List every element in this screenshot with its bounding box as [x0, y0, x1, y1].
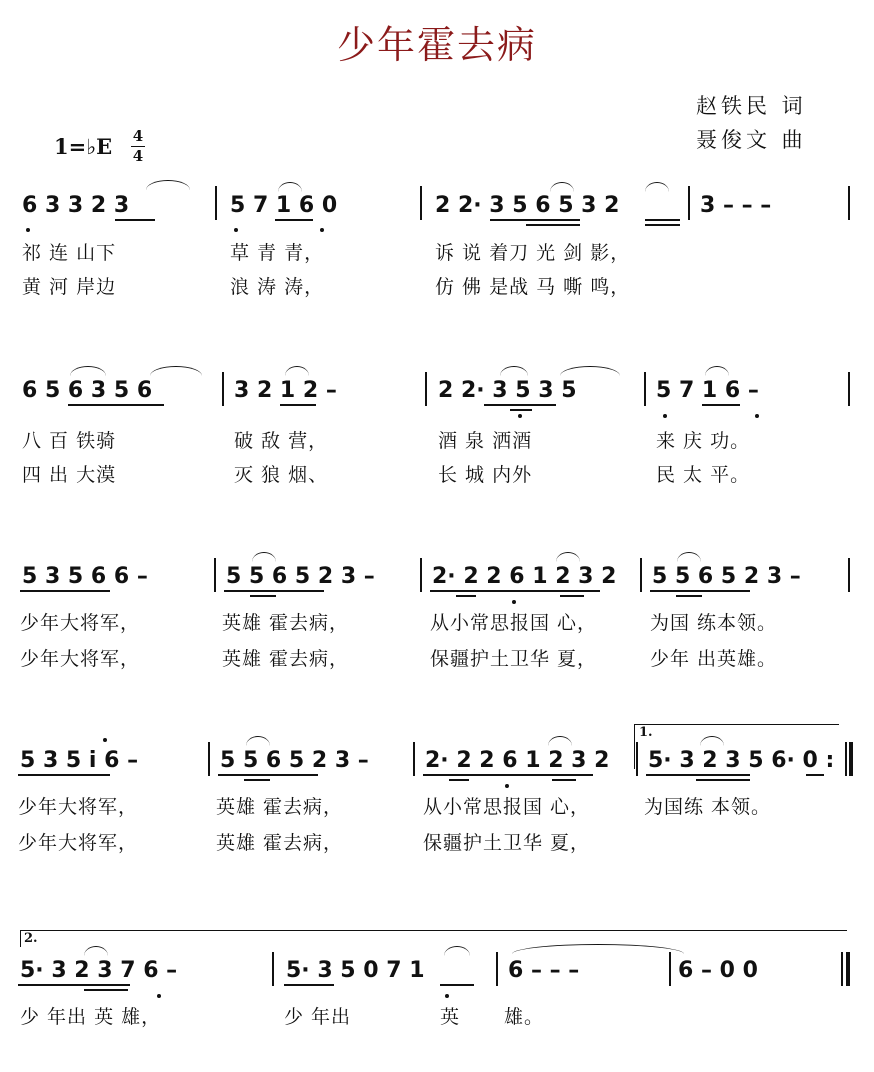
- measure-1-3: 2 2· 3 5 6 5 3 2: [435, 193, 620, 218]
- key-signature: 1=♭E: [54, 134, 113, 159]
- underline: [250, 595, 276, 597]
- underline: [484, 404, 556, 406]
- volta-number: 2.: [24, 931, 38, 946]
- measure-2-4: 5 7 1 6 –: [656, 378, 759, 403]
- lyric-3-2-3: 保疆护土卫华 夏，: [430, 648, 598, 670]
- low-dot: [518, 414, 522, 418]
- underline: [224, 590, 324, 592]
- low-dot: [512, 600, 516, 604]
- lyric-2-2-4: 民 太 平。: [656, 464, 751, 486]
- slur: [150, 366, 202, 376]
- low-dot: [234, 228, 238, 232]
- underline: [650, 590, 750, 592]
- underline: [676, 595, 702, 597]
- underline: [18, 774, 110, 776]
- underline: [218, 774, 318, 776]
- slur: [500, 366, 528, 376]
- measure-5-1: 5· 3 2 3 7 6 –: [20, 958, 178, 983]
- slur: [645, 182, 669, 192]
- slur: [444, 946, 470, 956]
- barline: [496, 952, 498, 986]
- barline: [222, 372, 224, 406]
- lyric-1-2-1: 黄 河 岸边: [22, 276, 117, 298]
- volta-bracket-2: [20, 930, 847, 947]
- measure-4-2: 5 5 6 5 2 3 –: [220, 748, 369, 773]
- lyric-1-2-2: 浪 涛 涛，: [230, 276, 325, 298]
- low-dot: [320, 228, 324, 232]
- barline: [848, 558, 850, 592]
- lyric-2-1-2: 破 敌 营，: [234, 430, 329, 452]
- underline: [696, 779, 750, 781]
- measure-5-4: 6 – 0 0: [678, 958, 758, 983]
- lyric-5-1-2: 少 年出: [284, 1006, 352, 1028]
- underline: [280, 404, 316, 406]
- barline: [636, 742, 638, 776]
- measure-4-3: 2· 2 2 6 1 2 3 2: [425, 748, 610, 773]
- underline: [115, 219, 155, 221]
- underline: [244, 779, 270, 781]
- barline: [214, 558, 216, 592]
- underline: [526, 224, 580, 226]
- lyric-4-2-2: 英雄 霍去病，: [216, 832, 344, 854]
- measure-1-4: 3 – – –: [700, 193, 772, 218]
- lyric-3-1-1: 少年大将军，: [20, 612, 141, 634]
- underline: [449, 779, 469, 781]
- time-signature-bottom: 4: [132, 147, 144, 165]
- final-barline-thin: [841, 952, 843, 986]
- measure-5-3: 6 – – –: [508, 958, 580, 983]
- barline: [420, 558, 422, 592]
- measure-4-4: 5· 3 2 3 5 6· 0 :: [648, 748, 835, 773]
- underline: [806, 774, 824, 776]
- lyric-4-2-3: 保疆护土卫华 夏，: [423, 832, 591, 854]
- slur: [246, 736, 270, 746]
- measure-2-2: 3 2 1 2 –: [234, 378, 337, 403]
- composer-credit: 聂俊文 曲: [696, 128, 807, 152]
- underline: [430, 590, 600, 592]
- slur: [705, 366, 729, 376]
- underline: [284, 984, 334, 986]
- lyric-3-1-2: 英雄 霍去病，: [222, 612, 350, 634]
- barline: [413, 742, 415, 776]
- lyric-4-1-4: 为国练 本领。: [644, 796, 772, 818]
- slur: [677, 552, 701, 562]
- barline: [215, 186, 217, 220]
- lyric-1-1-3: 诉 说 着刀 光 剑 影，: [435, 242, 631, 264]
- underline: [456, 595, 476, 597]
- measure-2-3: 2 2· 3 5 3 5: [438, 378, 577, 403]
- underline: [68, 404, 164, 406]
- slur: [252, 552, 276, 562]
- measure-4-1: 5 3 5 i 6 –: [20, 748, 139, 773]
- underline: [645, 219, 680, 221]
- measure-3-1: 5 3 5 6 6 –: [22, 564, 148, 589]
- lyricist-credit: 赵铁民 词: [696, 94, 807, 118]
- lyric-2-1-4: 来 庆 功。: [656, 430, 751, 452]
- slur: [550, 182, 574, 192]
- lyric-1-1-2: 草 青 青，: [230, 242, 325, 264]
- final-barline-thick: [849, 742, 853, 776]
- underline: [646, 774, 750, 776]
- lyric-2-1-1: 八 百 铁骑: [22, 430, 117, 452]
- lyric-1-2-3: 仿 佛 是战 马 嘶 鸣，: [435, 276, 631, 298]
- measure-3-3: 2· 2 2 6 1 2 3 2: [432, 564, 617, 589]
- lyric-2-1-3: 酒 泉 洒酒: [438, 430, 533, 452]
- underline: [275, 219, 313, 221]
- lyric-5-1-4: 雄。: [504, 1006, 545, 1028]
- underline: [18, 984, 130, 986]
- low-dot: [445, 994, 449, 998]
- measure-1-2: 5 7 1 6 0: [230, 193, 338, 218]
- underline: [560, 595, 584, 597]
- volta-number: 1.: [639, 725, 653, 740]
- slur: [548, 736, 572, 746]
- barline: [848, 186, 850, 220]
- underline: [645, 224, 680, 226]
- barline: [848, 372, 850, 406]
- slur: [278, 182, 302, 192]
- lyric-2-2-2: 灭 狼 烟、: [234, 464, 329, 486]
- measure-3-2: 5 5 6 5 2 3 –: [226, 564, 375, 589]
- underline: [702, 404, 740, 406]
- underline: [440, 984, 474, 986]
- underline: [84, 989, 128, 991]
- time-signature-top: 4: [132, 127, 144, 145]
- underline: [510, 409, 532, 411]
- barline: [208, 742, 210, 776]
- barline: [272, 952, 274, 986]
- lyric-4-1-1: 少年大将军，: [18, 796, 139, 818]
- lyric-4-1-3: 从小常思报国 心，: [423, 796, 591, 818]
- measure-3-4: 5 5 6 5 2 3 –: [652, 564, 801, 589]
- lyric-4-2-1: 少年大将军，: [18, 832, 139, 854]
- slur: [146, 180, 190, 190]
- final-barline-thin: [845, 742, 847, 776]
- lyric-3-2-2: 英雄 霍去病，: [222, 648, 350, 670]
- lyric-4-1-2: 英雄 霍去病，: [216, 796, 344, 818]
- lyric-5-1-1: 少 年出 英 雄，: [20, 1006, 162, 1028]
- underline: [490, 219, 580, 221]
- barline: [644, 372, 646, 406]
- slur: [285, 366, 309, 376]
- measure-2-1: 6 5 6 3 5 6: [22, 378, 153, 403]
- underline: [552, 779, 576, 781]
- measure-5-2: 5· 3 5 0 7 1: [286, 958, 425, 983]
- barline: [669, 952, 671, 986]
- slur: [70, 366, 106, 376]
- lyric-2-2-3: 长 城 内外: [438, 464, 533, 486]
- barline: [688, 186, 690, 220]
- high-dot: [103, 738, 107, 742]
- low-dot: [663, 414, 667, 418]
- barline: [425, 372, 427, 406]
- lyric-3-1-3: 从小常思报国 心，: [430, 612, 598, 634]
- underline: [423, 774, 593, 776]
- barline: [640, 558, 642, 592]
- lyric-1-1-1: 祁 连 山下: [22, 242, 117, 264]
- low-dot: [26, 228, 30, 232]
- lyric-3-2-1: 少年大将军，: [20, 648, 141, 670]
- low-dot: [157, 994, 161, 998]
- final-barline-thick: [846, 952, 850, 986]
- slur: [556, 552, 580, 562]
- measure-1-1: 6 3 3 2 3: [22, 193, 130, 218]
- lyric-2-2-1: 四 出 大漠: [22, 464, 117, 486]
- lyric-3-1-4: 为国 练本领。: [650, 612, 778, 634]
- lyric-3-2-4: 少年 出英雄。: [650, 648, 778, 670]
- slur: [84, 946, 108, 956]
- underline: [20, 590, 110, 592]
- barline: [420, 186, 422, 220]
- time-signature: [131, 128, 145, 165]
- slur: [560, 366, 620, 376]
- low-dot: [505, 784, 509, 788]
- low-dot: [755, 414, 759, 418]
- lyric-5-1-3: 英: [440, 1006, 461, 1028]
- song-title: 少年霍去病: [336, 23, 537, 67]
